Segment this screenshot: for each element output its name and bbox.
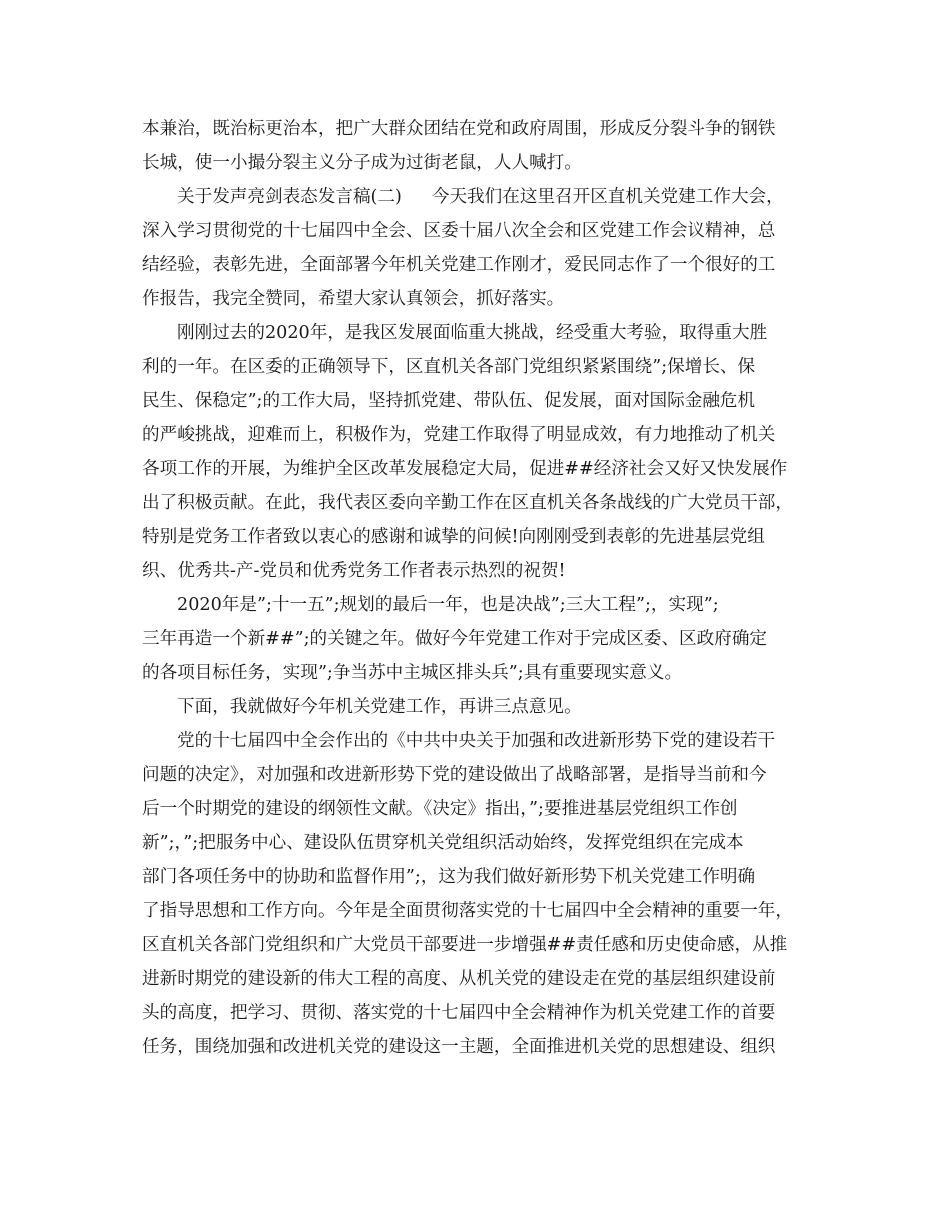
text-line: 利的一年。在区委的正确领导下，区直机关各部门党组织紧紧围绕”;保增长、保 xyxy=(142,357,756,377)
text-line: 任务，围绕加强和改进机关党的建设这一主题，全面推进机关党的思想建设、组织 xyxy=(142,1037,776,1057)
text-line: 了指导思想和工作方向。今年是全面贯彻落实党的十七届四中全会精神的重要一年， xyxy=(142,901,793,921)
text-line: 织、优秀共-产-党员和优秀党务工作者表示热烈的祝贺! xyxy=(142,561,566,581)
text-line: 深入学习贯彻党的十七届四中全会、区委十届八次全会和区党建工作会议精神，总 xyxy=(142,221,776,241)
text-line: 头的高度，把学习、贯彻、落实党的十七届四中全会精神作为机关党建工作的首要 xyxy=(142,1003,776,1023)
paragraph-start: 今天我们在这里召开区直机关党建工作大会， xyxy=(431,187,784,207)
text-line: 结经验，表彰先进，全面部署今年机关党建工作刚才，爱民同志作了一个很好的工 xyxy=(142,255,776,275)
text-line: 民生、保稳定”;的工作大局，坚持抓党建、带队伍、促发展，面对国际金融危机 xyxy=(142,391,756,411)
text-line: 问题的决定》，对加强和改进新形势下党的建设做出了战略部署，是指导当前和今 xyxy=(142,765,767,785)
text-line: 出了积极贡献。在此，我代表区委向辛勤工作在区直机关各条战线的广大党员干部， xyxy=(142,493,793,513)
section-title: 关于发声亮剑表态发言稿(二) xyxy=(177,187,402,207)
text-line: 本兼治，既治标更治本，把广大群众团结在党和政府周围，形成反分裂斗争的钢铁 xyxy=(142,119,776,139)
document-body xyxy=(142,112,822,1064)
text-line: 新”;，”;把服务中心、建设队伍贯穿机关党组织活动始终，发挥党组织在完成本 xyxy=(142,833,744,853)
text-line: 党的十七届四中全会作出的《中共中央关于加强和改进新形势下党的建设若干 xyxy=(177,731,776,751)
text-line: 后一个时期党的建设的纲领性文献。《决定》指出，”;要推进基层党组织工作创 xyxy=(142,799,738,819)
text-line: 部门各项任务中的协助和监督作用”;，这为我们做好新形势下机关党建工作明确 xyxy=(142,867,756,887)
text-line: 的各项目标任务，实现”;争当苏中主城区排头兵”;具有重要现实意义。 xyxy=(142,663,683,683)
text-line: 三年再造一个新##”;的关键之年。做好今年党建工作对于完成区委、区政府确定 xyxy=(142,629,768,649)
text-line: 2020年是”;十一五”;规划的最后一年，也是决战”;三大工程”;，实现”; xyxy=(177,595,719,615)
text-line: 下面，我就做好今年机关党建工作，再讲三点意见。 xyxy=(177,697,582,717)
text-line: 长城，使一小撮分裂主义分子成为过街老鼠，人人喊打。 xyxy=(142,153,582,173)
text-line: 特别是党务工作者致以衷心的感谢和诚挚的问候!向刚刚受到表彰的先进基层党组 xyxy=(142,527,765,547)
text-line: 区直机关各部门党组织和广大党员干部要进一步增强##责任感和历史使命感，从推 xyxy=(142,935,788,955)
text-line: 各项工作的开展，为维护全区改革发展稳定大局，促进##经济社会又好又快发展作 xyxy=(142,459,788,479)
text-line: 的严峻挑战，迎难而上，积极作为，党建工作取得了明显成效，有力地推动了机关 xyxy=(142,425,776,445)
text-line xyxy=(142,180,822,214)
text-line: 作报告，我完全赞同，希望大家认真领会，抓好落实。 xyxy=(142,289,565,309)
text-line: 刚刚过去的2020年，是我区发展面临重大挑战，经受重大考验，取得重大胜 xyxy=(177,323,768,343)
text-line: 进新时期党的建设新的伟大工程的高度、从机关党的建设走在党的基层组织建设前 xyxy=(142,969,776,989)
